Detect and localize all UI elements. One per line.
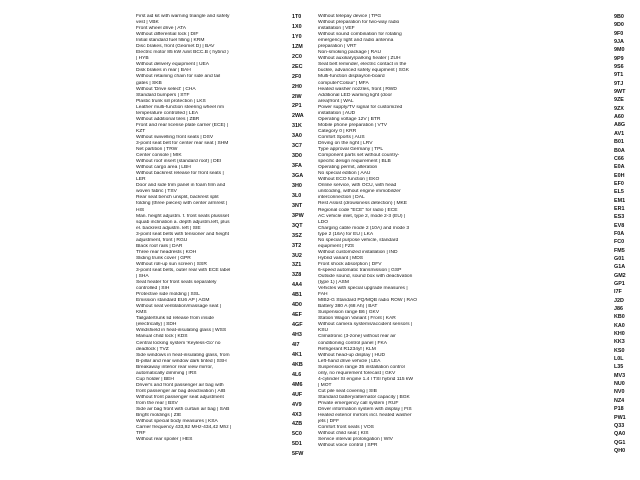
option-description: Side air bag front with curtain air bag | SAB <box>136 407 230 413</box>
option-code: 3T2 <box>292 242 302 249</box>
option-code: KA0 <box>614 322 625 329</box>
option-code: 3C7 <box>292 143 302 150</box>
option-description: Standard battery/alternator capacity | BGK <box>318 394 410 400</box>
option-description: Charging cable mode 2 (10A) and mode 3 <box>318 225 410 231</box>
option-description: preparation | VRT <box>318 44 357 50</box>
option-description: KZT <box>136 128 146 134</box>
option-code: GP1 <box>614 281 625 287</box>
option-code: 3Z8 <box>292 272 302 279</box>
option-description: controlled | SIH <box>136 286 170 292</box>
option-description: AC vehicle inlet, type 2, mode 2-3 (EU) | <box>318 213 406 219</box>
option-description: Cut pile seat covering | SIB <box>318 388 377 394</box>
option-code: 9JA <box>614 39 624 46</box>
option-code: 3GA <box>292 173 304 179</box>
option-description: Online service, with OCU, with head <box>318 183 397 189</box>
option-description: area)front | WAL <box>318 98 354 104</box>
option-code: 3NT <box>292 202 303 209</box>
option-description: Without front passenger seat adjustment <box>136 394 224 400</box>
option-code: 9D0 <box>614 22 624 29</box>
option-description: Three rear headrests | KOH <box>136 249 197 255</box>
option-description: woven fabric | TSV <box>136 189 177 195</box>
option-description: Sliding trunk cover | GPR <box>136 255 191 261</box>
option-code: GM2 <box>614 272 626 279</box>
option-description: Station Wagon Variant | Front | KAR <box>318 316 396 322</box>
option-code: EV8 <box>614 222 625 229</box>
option-description: Breakaway interior rear view mirror, <box>136 364 213 370</box>
option-description: automatically dimming | IRS <box>136 370 197 376</box>
option-code: J86 <box>614 306 623 313</box>
option-description: Net partition | TRW <box>136 147 178 153</box>
option-description: buckle, advanced safety equipment | SGK <box>318 68 409 74</box>
right-description-column <box>318 14 470 449</box>
option-description: No special purpose vehicle, standard <box>318 237 399 243</box>
option-code: 9F0 <box>614 30 624 37</box>
option-code: 9WT <box>614 89 626 96</box>
option-description: Without roof insert (standard roof) | DEI <box>136 159 222 165</box>
option-description: Central locking system 'Keyless-Go' no <box>136 340 221 346</box>
option-code: B01 <box>614 139 624 146</box>
option-code: 1T0 <box>292 14 302 20</box>
option-description: Mobile phone preparation | VTV <box>318 122 387 128</box>
option-description: Component parts set without country- <box>318 153 400 159</box>
option-description: LDO <box>318 219 329 225</box>
option-description: FAH <box>318 292 328 298</box>
option-description: Without preparation for two-way radio <box>318 20 400 26</box>
option-description: KSU <box>318 328 329 334</box>
option-description: Without child seat | KIS <box>318 431 369 437</box>
option-description: Multi-function display/on-board <box>318 74 385 80</box>
option-code: 9ZE <box>614 97 624 104</box>
option-description: Without backrest release for front seats | <box>136 171 224 177</box>
option-description: Heated exterior mirrors incl. heated washer <box>318 413 412 419</box>
option-code: KS0 <box>614 347 625 354</box>
option-description: computer'Colour' | MFA <box>318 80 369 86</box>
option-description: Standard bumpers | STF <box>136 92 190 98</box>
option-description: Manual child lock | KDS <box>136 334 188 340</box>
option-description: Operating permit, alteration <box>318 165 378 171</box>
option-description: Without head-up display | HUD <box>318 352 386 358</box>
option-code: 4UF <box>292 391 303 398</box>
option-description: Operating voltage 12V | BTR <box>318 116 381 122</box>
option-code: L35 <box>614 364 624 371</box>
option-description: (type 1) | ASM <box>318 280 349 286</box>
option-description: Front and rear license plate carrier (ECE) | <box>136 122 229 128</box>
option-description: unitcoding, without engine immobilizer <box>318 189 401 195</box>
option-description: Rear seat bench unsplit, backrest split <box>136 195 219 201</box>
option-code: 2F0 <box>292 73 302 80</box>
option-description: Left-hand drive vehicle | LEA <box>318 358 381 364</box>
option-description: Without differential lock | DIF <box>136 32 199 38</box>
option-description: Front shock absorption | DFV <box>318 261 382 267</box>
option-code: E0H <box>614 172 625 179</box>
option-description: type 2 (16A) for EU | LKA <box>318 231 374 237</box>
option-description: Door and side trim panel in foam film and <box>136 183 226 189</box>
option-code: 9M0 <box>614 47 625 54</box>
option-code: 5FW <box>292 451 304 458</box>
option-code: 2P1 <box>292 103 302 110</box>
option-description: from the rear | BSV <box>136 401 178 406</box>
option-code: 5C0 <box>292 431 302 438</box>
option-description: Initial standard fuel filling | KRM <box>136 38 205 44</box>
option-code: EL5 <box>614 189 624 196</box>
option-description: folding (three pieces) with center armrest | <box>136 201 228 207</box>
option-code: 3U2 <box>292 252 302 259</box>
option-description: squab inclination a. depth adjustm.left, plus <box>136 219 230 225</box>
option-description: front passenger air bag deactivation | AIB <box>136 388 226 394</box>
option-description: gates | SKB <box>136 80 162 86</box>
option-description: Cup holder | BEH <box>136 376 174 382</box>
option-description: specific design requirement | BLB <box>318 159 391 165</box>
option-code: 3Z1 <box>292 262 302 269</box>
option-code: 3H0 <box>292 182 302 189</box>
option-description: Windshield in heat-insulating glass | WSS <box>136 328 227 334</box>
option-description: Non-smoking package | RAU <box>318 50 381 56</box>
option-description: Refrigerant R1234yf | KLM <box>318 346 376 352</box>
option-description: Without 'Drive select' | CHA <box>136 86 196 92</box>
option-description: Emission standard EU6 AP | AGM <box>136 298 210 304</box>
option-code: 4GF <box>292 322 303 329</box>
option-description: Driver information system with display | FIS <box>318 407 412 413</box>
option-code: 9S6 <box>614 64 624 71</box>
option-description: Seat belt reminder, electric contact in the <box>318 62 407 68</box>
option-code: FC0 <box>614 239 625 246</box>
option-code: 5D1 <box>292 441 302 448</box>
option-description: Without delivery equipment | UEA <box>136 62 210 68</box>
option-description: Without retaining chain for side and tail <box>136 74 221 80</box>
option-description: Suspension range B6 | GKV <box>318 310 380 316</box>
option-code: B0A <box>614 147 625 154</box>
option-description: Disc brakes, front (Geomet D) | BAV <box>136 44 215 50</box>
option-code: ES3 <box>614 214 625 221</box>
option-description: Hybrid variant | MDS <box>318 255 364 261</box>
option-description: Suspension range 35 installation control <box>318 364 405 370</box>
option-description: jets | DFF <box>318 419 340 425</box>
option-code: PW1 <box>614 414 626 421</box>
option-code: KH0 <box>614 331 625 338</box>
option-code: 3SZ <box>292 232 302 239</box>
option-code: 4I7 <box>292 341 300 348</box>
option-description: Additional LED warning light (door <box>318 92 392 98</box>
option-description: Man. height adjustm. f. front seats plussset <box>136 213 229 219</box>
option-code: E0A <box>614 164 625 171</box>
option-description: Tailgate/trunk lid release from inside <box>136 316 215 322</box>
option-code: 4H3 <box>292 332 302 338</box>
option-description: adjustment, front | RGU <box>136 237 188 243</box>
option-code: NV0 <box>614 389 625 396</box>
option-code: KB0 <box>614 314 625 321</box>
option-code: NU0 <box>614 381 625 388</box>
option-code: L0L <box>614 356 624 363</box>
option-description: Comfort Sports | AUS <box>318 134 365 140</box>
option-code: EM1 <box>614 197 626 204</box>
option-code: 4A4 <box>292 282 302 289</box>
option-description: (electrically) | SDH <box>136 322 177 328</box>
option-description: TRF <box>136 431 146 437</box>
option-code: QG1 <box>614 439 626 446</box>
option-code: 4K1 <box>292 351 302 358</box>
option-code: KK3 <box>614 339 625 346</box>
option-code: Q33 <box>614 422 625 429</box>
option-code: 2IW <box>292 93 302 100</box>
option-description: Without special body measures | KSA <box>136 419 218 425</box>
option-description: Seat heater for front seats separately <box>136 280 217 286</box>
option-description: Center console | MIK <box>136 153 182 159</box>
option-description: Plastic trunk sill protection | LKS <box>136 98 206 104</box>
option-description: Heated washer nozzles, front | RWD <box>318 86 397 92</box>
option-code: EF0 <box>614 180 624 187</box>
option-code: 2EC <box>292 63 303 70</box>
option-description: Leather multi-function steering wheel rim <box>136 104 225 110</box>
option-description: Without customized installation | IND <box>318 249 398 255</box>
option-code: 2C0 <box>292 53 302 60</box>
option-description: Bright moldings | ZIE <box>136 413 182 419</box>
option-code: MV3 <box>614 372 626 379</box>
option-code: FM5 <box>614 247 625 254</box>
option-description: | SHA <box>136 274 149 280</box>
option-description: deadlock | TVZ <box>136 346 169 352</box>
option-code: J2D <box>614 297 624 304</box>
option-code: QA0 <box>614 431 626 438</box>
option-description: Without seat ventilation/massage seat | <box>136 304 221 310</box>
option-description: vest | VBK <box>136 20 159 26</box>
option-description: Without rear spoiler | HES <box>136 437 193 443</box>
option-description: Comfort front seats | VOS <box>318 425 374 431</box>
option-description: 6-speed automatic transmission | GSP <box>318 267 402 273</box>
option-description: | HYB <box>136 56 149 62</box>
option-code: NZ4 <box>614 397 625 404</box>
option-description: Driver's and front passenger air bag with <box>136 382 224 388</box>
option-code: I7F <box>614 289 622 296</box>
option-code: 4KB <box>292 361 303 368</box>
option-code: 2WA <box>292 113 304 120</box>
option-code: 3L0 <box>292 192 302 199</box>
option-description: 3-point seat belts with tensioner and height <box>136 231 229 237</box>
option-code: 9B0 <box>614 14 624 20</box>
option-code: 1X0 <box>292 23 302 30</box>
option-description: KMS <box>136 310 147 316</box>
option-description: 4-cylinder SI engine 1.4 l TSI hybrid 115 kW <box>318 376 413 382</box>
option-code: 1ZM <box>292 43 303 50</box>
option-description: Protective side molding | SSL <box>136 292 200 298</box>
option-code: 4X3 <box>292 411 302 418</box>
option-code: 3QT <box>292 222 303 229</box>
option-code: 4D0 <box>292 302 302 309</box>
option-description: interconnection | DAL <box>318 195 365 201</box>
option-code: 9T1 <box>614 72 624 79</box>
option-code: 9P9 <box>614 55 624 62</box>
option-description: Service interval prolongation | WIV <box>318 437 393 443</box>
option-description: Without cargo area | LBH <box>136 165 191 171</box>
option-description: Category 0 | KRR <box>318 128 357 134</box>
option-code: 4V9 <box>292 401 302 408</box>
option-code: 3A0 <box>292 133 302 140</box>
option-code: QH0 <box>614 447 626 454</box>
option-code: AV1 <box>614 130 625 137</box>
option-description: MIB2-G Standard PQ/MQB radio ROW | RAO <box>318 298 418 304</box>
option-description: installation | VEF <box>318 26 355 32</box>
option-description: HIS <box>136 207 145 213</box>
option-description: Without telepay device | TPG <box>318 14 382 19</box>
option-description: installation | AUD <box>318 110 356 116</box>
option-code: C66 <box>614 155 624 162</box>
option-description: Rest Assist (drowsiness detection) | MKE <box>318 201 408 207</box>
option-code: F0A <box>614 230 625 237</box>
option-description: temperature controlled | LEA <box>136 110 199 116</box>
option-description: Without auxiliary/parking heater | ZUH <box>318 56 401 62</box>
option-description: Electric motor 85 kW /unit BCC.B ( hybrid ) <box>136 50 229 56</box>
option-description: First aid kit with warning triangle and safety <box>136 14 230 19</box>
option-description: 3-point seat belt for center rear seat | SHM <box>136 140 229 146</box>
option-description: Outside sound, sound box with deactivation <box>318 274 413 280</box>
option-code: G1A <box>614 264 626 271</box>
option-description: el. backrest adjustm. left | SIE <box>136 225 201 231</box>
option-code: 4EF <box>292 312 302 319</box>
option-description: Without additional tires | ZBR <box>136 116 200 122</box>
option-description: Disk brakes in rear | BAH <box>136 68 191 74</box>
option-description: Without camera systems/accident sensors | <box>318 322 413 328</box>
option-code: 2H0 <box>292 83 302 90</box>
option-code: 9TJ <box>614 80 624 87</box>
option-description: Without swivelling front seats | DSV <box>136 134 214 140</box>
option-code: 9ZX <box>614 105 624 112</box>
option-code: 31K <box>292 123 302 130</box>
left-description-column <box>136 14 312 443</box>
option-description: Battery 380 A (68 Ah) | BAT <box>318 304 378 310</box>
option-description: Regional code "ECE" for radio | ECE <box>318 207 398 213</box>
option-description: 3-point seat belts, outer rear with ECE label <box>136 267 231 273</box>
right-code-column <box>614 14 640 456</box>
option-description: Private emergency call system | RUF <box>318 401 399 406</box>
option-description: emergency light and radio antenna <box>318 38 394 44</box>
option-code: A60 <box>614 114 624 121</box>
option-description: Carrier frequency 433,92 MHz-434,42 Mhz | <box>136 425 232 431</box>
option-description: Front wheel drive | ATA <box>136 26 187 32</box>
option-description: Type approval Germany | TPL <box>318 147 384 153</box>
option-code: 1Y0 <box>292 33 302 40</box>
option-description: Side windows in heat-insulating glass, from <box>136 352 230 358</box>
option-code: G01 <box>614 255 625 262</box>
option-description: Without voice control | SPR <box>318 443 378 449</box>
option-code: 3PW <box>292 212 304 219</box>
option-description: Driving on the right | LRV <box>318 140 373 146</box>
option-code: A8G <box>614 122 626 129</box>
option-description: Without roll-up sun screen | SSR <box>136 261 207 267</box>
option-description: Vehicles with special upgrade measures | <box>318 286 408 292</box>
option-description: only, no requirement forecast | GKV <box>318 370 396 376</box>
option-description: No special edition | AAU <box>318 171 371 177</box>
option-description: LER <box>136 177 146 183</box>
option-description: Without sound combination for rotating <box>318 32 402 38</box>
option-description: | MOT <box>318 382 332 388</box>
option-code: 4B1 <box>292 292 302 299</box>
option-description: B-pillar and rear window dark tinted | SSH <box>136 358 227 364</box>
option-description: Climatronic (3-zone) without rear air <box>318 334 396 340</box>
option-code: 3FA <box>292 163 302 170</box>
option-code: ER1 <box>614 205 625 212</box>
option-code: 3D0 <box>292 153 302 160</box>
option-description: Power supply/TV signal for customized <box>318 104 403 110</box>
option-code: 4L6 <box>292 371 302 378</box>
option-description: conditioning control panel | FKA <box>318 340 387 346</box>
option-code: P18 <box>614 406 624 413</box>
option-description: Without ECO function | EKO <box>318 177 380 183</box>
option-description: Black roof rails | DAR <box>136 243 183 249</box>
option-description: equipment | FZS <box>318 243 355 249</box>
option-code: 4ZB <box>292 421 303 428</box>
option-code: 4M6 <box>292 381 303 388</box>
